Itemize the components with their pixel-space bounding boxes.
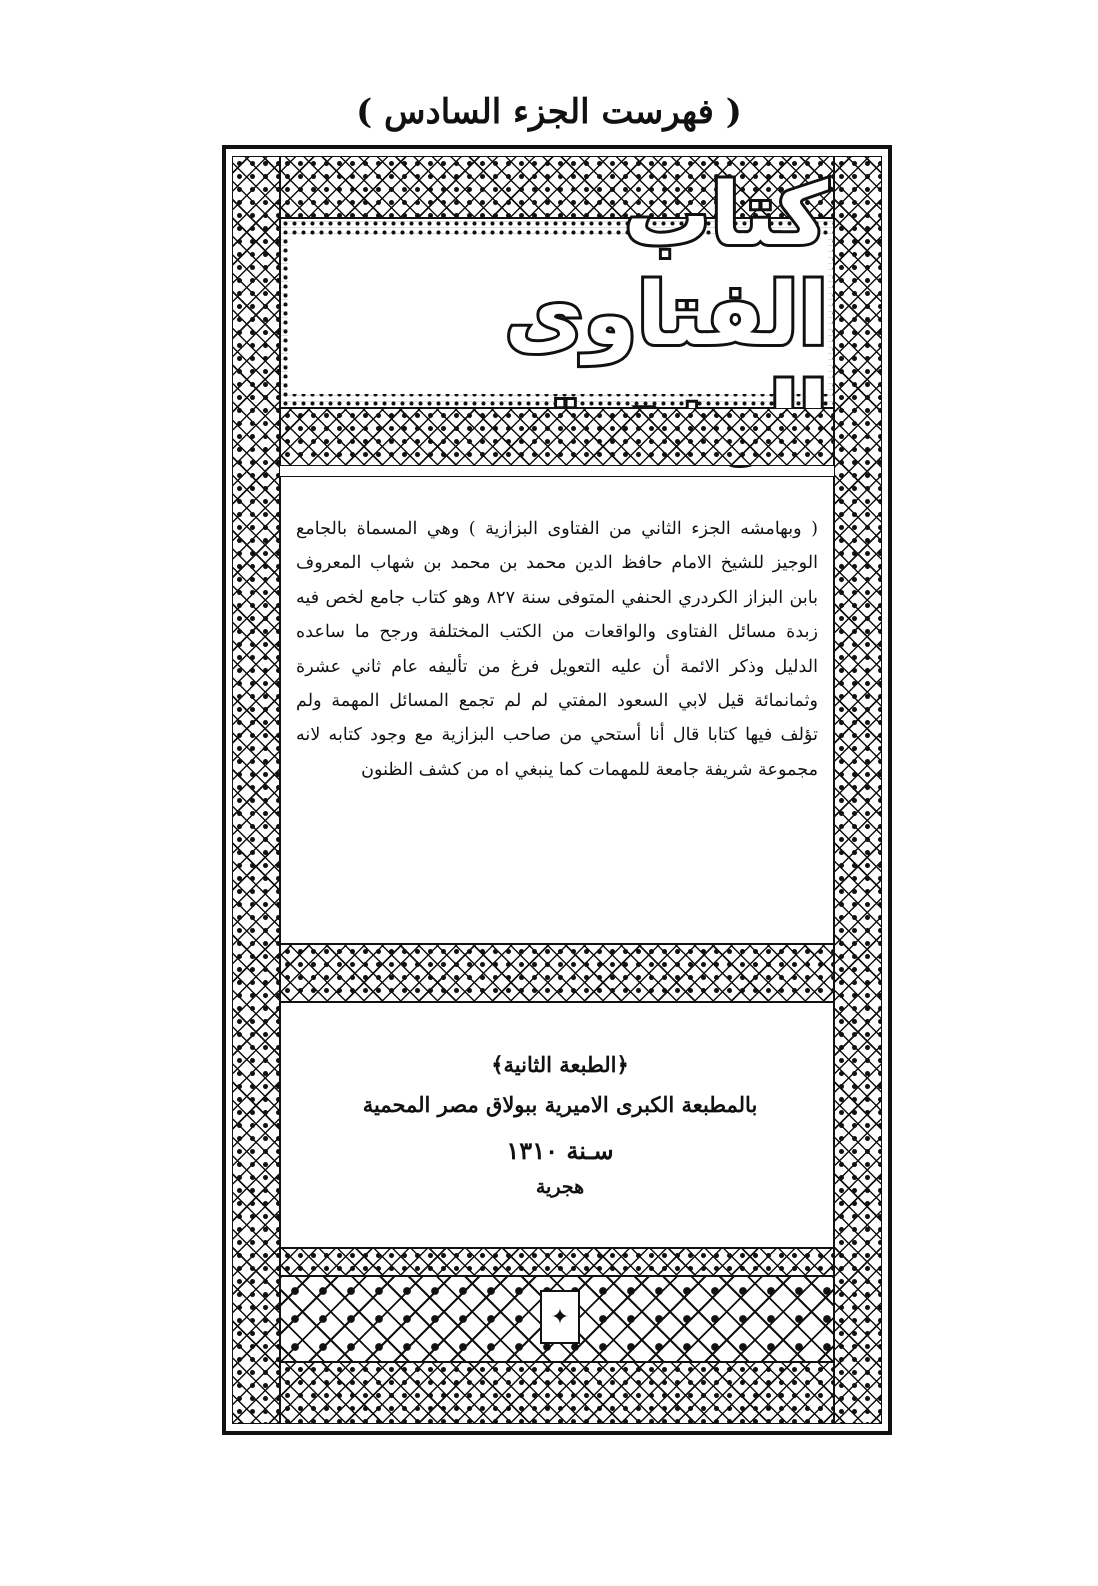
kufic-book-title xyxy=(288,165,828,394)
edition-label: ﴿الطبعة الثانية﴾ xyxy=(491,1052,629,1077)
lower-ornamental-band xyxy=(280,1248,834,1276)
press-name: بالمطبعة الكبرى الاميرية ببولاق مصر المحمية xyxy=(362,1092,758,1117)
page-title: ( فهرست الجزء السادس ) xyxy=(356,92,742,132)
bottom-ornamental-band xyxy=(280,1362,834,1424)
hijri-era: هجرية xyxy=(535,1176,585,1198)
imprint-panel xyxy=(280,1002,834,1248)
center-emblem-icon: ✦ xyxy=(540,1290,580,1344)
kufic-title-text: كتاب الفتاوى xyxy=(504,165,828,365)
title-lower-band xyxy=(280,408,834,466)
book-description: ( وبهامشه الجزء الثاني من الفتاوى البزازية ) وهي المسماة بالجامع الوجيز للشيخ الامام حافظ الدين محمد بن محمد بن شهاب المعروف بابن البزاز الكردري الحنفي المتوفى سنة ٨٢٧ وهو كتاب جامع لخص فيه زبدة مسائل الفتاوى والواقعات من الكتب المختلفة ورجح ما ساعده الدليل وذكر الائمة أن عليه التعويل فرغ من تأليفه عام ثاني عشرة وثمانمائة قيل لابي السعود المفتي لم لم تجمع المسائل المهمة ولم تؤلف فيها كتابا قال أنا أستحي من صاحب البزازية مع وجود كتابه لانه مجموعة شريفة جامعة للمهمات كما ينبغي اه من كشف الظنون xyxy=(296,519,818,780)
right-ornamental-border xyxy=(834,156,882,1424)
left-ornamental-border xyxy=(232,156,280,1424)
publication-year: سـنة ١٣١٠ xyxy=(506,1136,614,1165)
middle-ornamental-band xyxy=(280,944,834,1002)
